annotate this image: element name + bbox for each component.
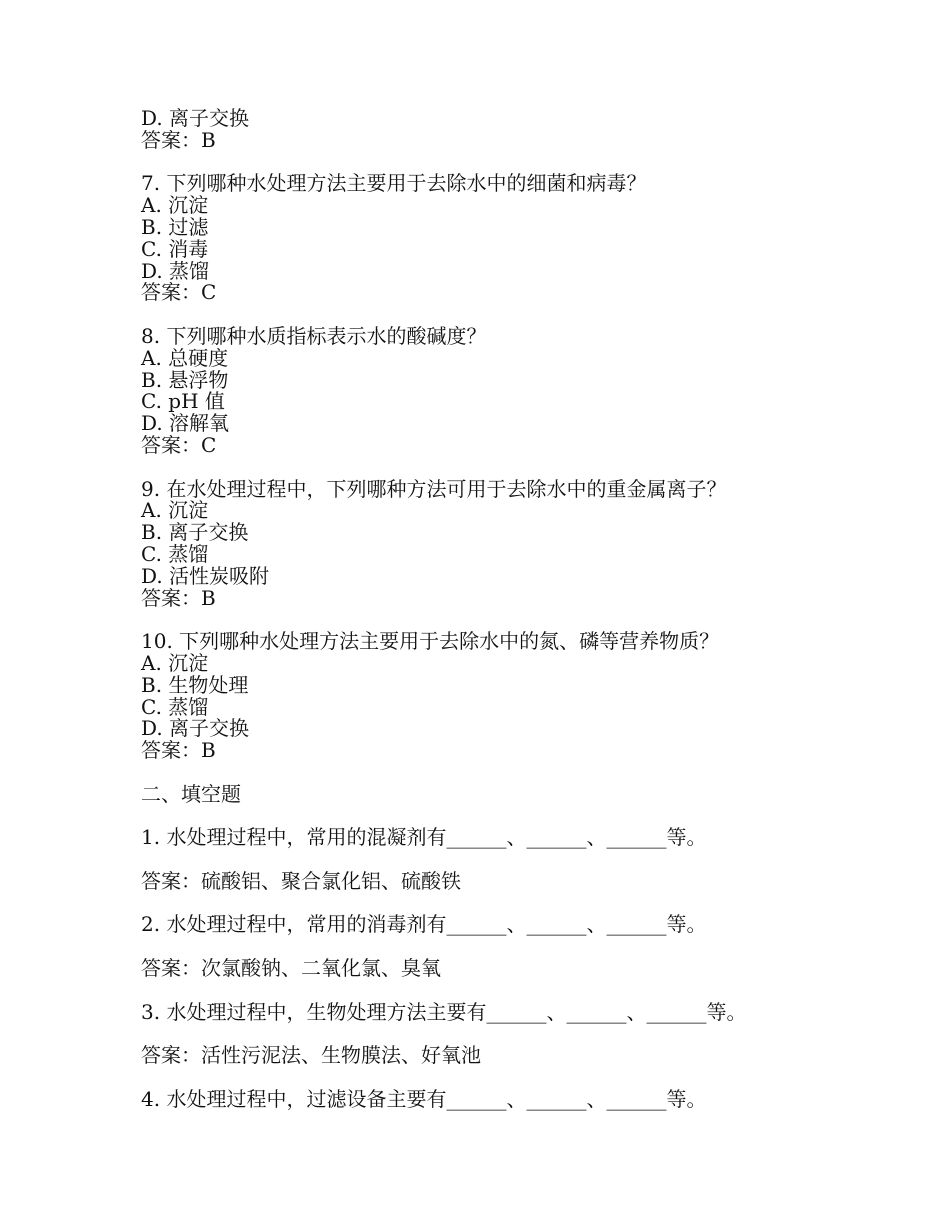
fill-blank-answer: 答案：次氯酸钠、二氧化氯、臭氧 [141, 956, 441, 981]
answer-line: 答案：B [141, 585, 216, 610]
answer-line: 答案：B [141, 127, 216, 152]
fill-blank-answer: 答案：硫酸铝、聚合氯化铝、硫酸铁 [141, 868, 461, 893]
option-c: C. 消毒 [141, 236, 209, 261]
option-d: D. 溶解氧 [141, 411, 230, 436]
option-a: A. 沉淀 [141, 498, 209, 523]
spacer [141, 609, 901, 631]
option-a: A. 沉淀 [141, 650, 209, 675]
option-b: B. 过滤 [141, 214, 209, 239]
question-stem: 9. 在水处理过程中，下列哪种方法可用于去除水中的重金属离子？ [141, 476, 727, 501]
fill-blank-question: 3. 水处理过程中，生物处理方法主要有______、______、______等。 [141, 999, 747, 1024]
spacer [141, 980, 901, 1002]
question-stem: 7. 下列哪种水处理方法主要用于去除水中的细菌和病毒？ [141, 171, 647, 196]
spacer [141, 936, 901, 958]
spacer [141, 1067, 901, 1089]
section-title: 二、填空题 [141, 781, 241, 806]
spacer [141, 806, 901, 828]
question-block [141, 323, 901, 457]
fill-blank-answer: 答案：活性污泥法、生物膜法、好氧池 [141, 1043, 481, 1068]
spacer [141, 893, 901, 915]
spacer [141, 304, 901, 326]
question-stem: 8. 下列哪种水质指标表示水的酸碱度？ [141, 323, 487, 348]
option-c: C. pH 值 [141, 389, 225, 414]
option-d: D. 离子交换 [141, 716, 250, 741]
option-c: C. 蒸馏 [141, 541, 209, 566]
fill-blank-question: 2. 水处理过程中，常用的消毒剂有______、______、______等。 [141, 912, 707, 937]
fill-blank-question: 4. 水处理过程中，过滤设备主要有______、______、______等。 [141, 1086, 707, 1111]
option-b: B. 离子交换 [141, 520, 249, 545]
answer-line: 答案：B [141, 738, 216, 763]
answer-line: 答案：C [141, 432, 217, 457]
spacer [141, 152, 901, 174]
option-d: D. 活性炭吸附 [141, 563, 270, 588]
option-d: D. 离子交换 [141, 106, 250, 130]
document-page [141, 108, 901, 1111]
option-a: A. 沉淀 [141, 193, 209, 218]
question-block [141, 631, 901, 762]
option-b: B. 生物处理 [141, 672, 249, 697]
spacer [141, 457, 901, 479]
question-stem: 10. 下列哪种水处理方法主要用于去除水中的氮、磷等营养物质？ [141, 629, 720, 654]
question-block [141, 173, 901, 304]
spacer [141, 849, 901, 871]
option-b: B. 悬浮物 [141, 367, 229, 392]
spacer [141, 762, 901, 784]
fill-blank-question: 1. 水处理过程中，常用的混凝剂有______、______、______等。 [141, 825, 707, 850]
option-d: D. 蒸馏 [141, 258, 210, 283]
answer-line: 答案：C [141, 280, 217, 305]
option-a: A. 总硬度 [141, 345, 229, 370]
option-c: C. 蒸馏 [141, 694, 209, 719]
spacer [141, 1023, 901, 1045]
question-block [141, 476, 901, 610]
